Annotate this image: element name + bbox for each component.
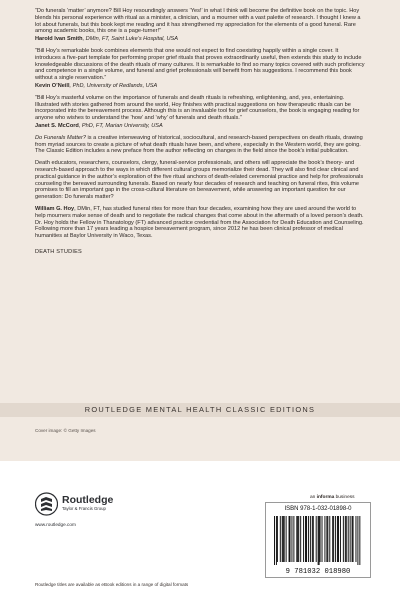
- praise-quote-3: “Bill Hoy’s masterful volume on the importance of funerals and death rituals is refreshing, enlightening, and, yes, entertaining. Illustrated with stories gathered from around the world, Hoy finishes with practical suggestions on how therapeutic rituals can be incorporated into the bereavement process. Although this is an invaluable tool for grief counselors, the book is engaging reading for anyone who wishes to understand the ‘how’ and ‘why’ of funerals and death rituals.”: [35, 94, 360, 122]
- barcode-bar: [337, 516, 338, 562]
- barcode-bar: [316, 516, 317, 562]
- barcode-bar: [343, 516, 344, 562]
- praise-name-2: Kevin O’Neill: [35, 82, 70, 89]
- barcode-bar: [282, 516, 283, 562]
- barcode-bar: [333, 516, 334, 562]
- praise-quote-2: “Bill Hoy’s remarkable book combines elements that one would not expect to find coexisting happily within a single cover. It introduces a five-part template for performing proper grief rituals that proves extraordinarily useful, then extends this study to include knowledgeable discussions of the death rituals of many cultures. It is remarkable to find so many topics covered with such proficiency and competence in a single volume, and funeral and grief professionals will benefit from his suggestions. I recommend this book without a single reservation.”: [35, 47, 365, 82]
- barcode-bar: [335, 516, 336, 562]
- praise-name-3: Janet S. McCord: [35, 122, 79, 129]
- author-bio-text: , DMin, FT, has studied funeral rites for more than four decades, examining how they are used around the world to help mourners make sense of death and to negotiate the radical changes that come about in the aftermath of a loved person’s death. Dr. Hoy holds the Fellow in Thanatology (FT) advanced practice credential from the Association for Death Education and Counseling. Following more than 17 years leading a hospice bereavement program, since 2012 he has been clinical professor of medical humanities at Baylor University in Waco, Texas.: [35, 205, 364, 240]
- barcode-bar: [353, 516, 354, 562]
- barcode-bar: [310, 516, 311, 562]
- barcode-bar: [306, 516, 307, 562]
- barcode-bar: [312, 516, 313, 562]
- barcode-bar: [326, 516, 327, 562]
- barcode-icon: [266, 514, 370, 576]
- barcode-bar: [293, 516, 294, 562]
- barcode-bar: [283, 516, 284, 562]
- praise-credentials-1: , DMin, FT, Saint Luke’s Hospital, USA: [82, 36, 179, 43]
- barcode-bar: [320, 516, 321, 562]
- barcode-bar: [313, 516, 314, 562]
- barcode-bar: [350, 516, 351, 562]
- barcode-bar: [318, 516, 319, 565]
- ebook-note: Routledge titles are available as eBook editions in a range of digital formats: [35, 582, 189, 587]
- praise-credentials-3: , PhD, FT, Marian University, USA: [78, 122, 163, 129]
- subject-category: DEATH STUDIES: [35, 248, 82, 255]
- praise-quote-1: “Do funerals ‘matter’ anymore? Bill Hoy resoundingly answers ‘Yes!’ in what I think will become the definitive book on the topic. Hoy blends his personal experience with ritual as a minister, a clinician, and a mourner with a vast palette of research. I thought I knew a lot about funerals, but this book kept me reading and it has strengthened my appreciation for the elements of a good funeral. Rare among academic books, this one is a page-turner!”: [35, 8, 361, 35]
- barcode-digits: 9 781032 018980: [285, 568, 351, 576]
- barcode-bar: [298, 516, 299, 562]
- praise-name-1: Harold Ivan Smith: [35, 36, 83, 43]
- barcode-bar: [291, 516, 292, 562]
- publisher-logo: [35, 492, 165, 532]
- barcode-bar: [327, 516, 328, 562]
- cover-text-area: [35, 8, 365, 256]
- author-bio: [35, 206, 365, 240]
- barcode-bar: [340, 516, 341, 562]
- barcode-bar: [276, 516, 277, 565]
- praise-attribution-1: [35, 36, 365, 43]
- informa-prefix: an: [310, 495, 317, 500]
- barcode-bar: [308, 516, 309, 562]
- barcode-bar: [300, 516, 301, 562]
- barcode-bar: [305, 516, 306, 562]
- barcode-bar: [329, 516, 330, 562]
- series-title: ROUTLEDGE MENTAL HEALTH CLASSIC EDITIONS: [84, 405, 316, 414]
- barcode-bar: [319, 516, 320, 565]
- barcode-bar: [346, 516, 347, 562]
- barcode-bar: [352, 516, 353, 562]
- praise-attribution-2: [35, 83, 365, 90]
- publisher-group: Taylor & Francis Group: [62, 506, 106, 511]
- barcode-bar: [290, 516, 291, 562]
- description-text-1: is a creative interweaving of historical, sociocultural, and research-based perspectives on death rituals, drawing from myriad sources to create a picture of what death rituals have been, and where, especially in the Western world, they are going. The Classic Edition includes a new preface from the author reflecting on changes in the field since the book’s initial publication.: [35, 134, 363, 155]
- informa-brand: informa: [316, 495, 335, 500]
- barcode-bar: [289, 516, 290, 562]
- book-title: Do Funerals Matter?: [35, 134, 86, 141]
- barcode-bar: [274, 516, 275, 565]
- barcode-bar: [338, 516, 339, 562]
- publisher-url: www.routledge.com: [35, 522, 76, 527]
- barcode-bar: [345, 516, 346, 562]
- barcode-box: [265, 502, 371, 578]
- publisher-name: Routledge: [62, 494, 114, 506]
- praise-credentials-2: , PhD, University of Redlands, USA: [69, 82, 158, 89]
- barcode-bar: [303, 516, 304, 562]
- barcode-bar: [284, 516, 285, 562]
- description-paragraph-2: Death educators, researchers, counselors, clergy, funeral-service professionals, and others will appreciate the book’s theory- and research-based approach to the ways in which different cultural groups memorialize their dead. They will also find clear clinical and practical guidance in the author’s exploration of the five ritual anchors of death-related ceremonial practice and help for professionals counseling the bereaved surrounding funerals. Based on nearly four decades of research and teaching on funeral rites, this volume promises to fill an important gap in the cross-cultural literature on bereavement, while answering an important question for our generation: Do funerals matter?: [35, 160, 364, 201]
- barcode-bar: [277, 516, 278, 562]
- informa-suffix: business: [334, 495, 355, 500]
- routledge-logo-icon: [35, 492, 58, 516]
- cover-image-credit: Cover image: © Getty Images: [35, 428, 96, 433]
- barcode-bar: [322, 516, 323, 562]
- barcode-bar: [348, 516, 349, 562]
- description-paragraph-1: [35, 135, 365, 155]
- barcode-bar: [359, 516, 360, 565]
- barcode-bar: [332, 516, 333, 562]
- barcode-bar: [357, 516, 358, 565]
- barcode-bar: [324, 516, 325, 562]
- informa-business-label: [310, 495, 355, 500]
- praise-attribution-3: [35, 123, 365, 130]
- barcode-bar: [286, 516, 287, 562]
- isbn-label: ISBN 978-1-032-01898-0: [284, 506, 352, 512]
- barcode-bar: [280, 516, 281, 562]
- barcode-bar: [297, 516, 298, 562]
- barcode-bar: [355, 516, 356, 562]
- author-name: William G. Hoy: [35, 205, 75, 212]
- barcode-bar: [296, 516, 297, 562]
